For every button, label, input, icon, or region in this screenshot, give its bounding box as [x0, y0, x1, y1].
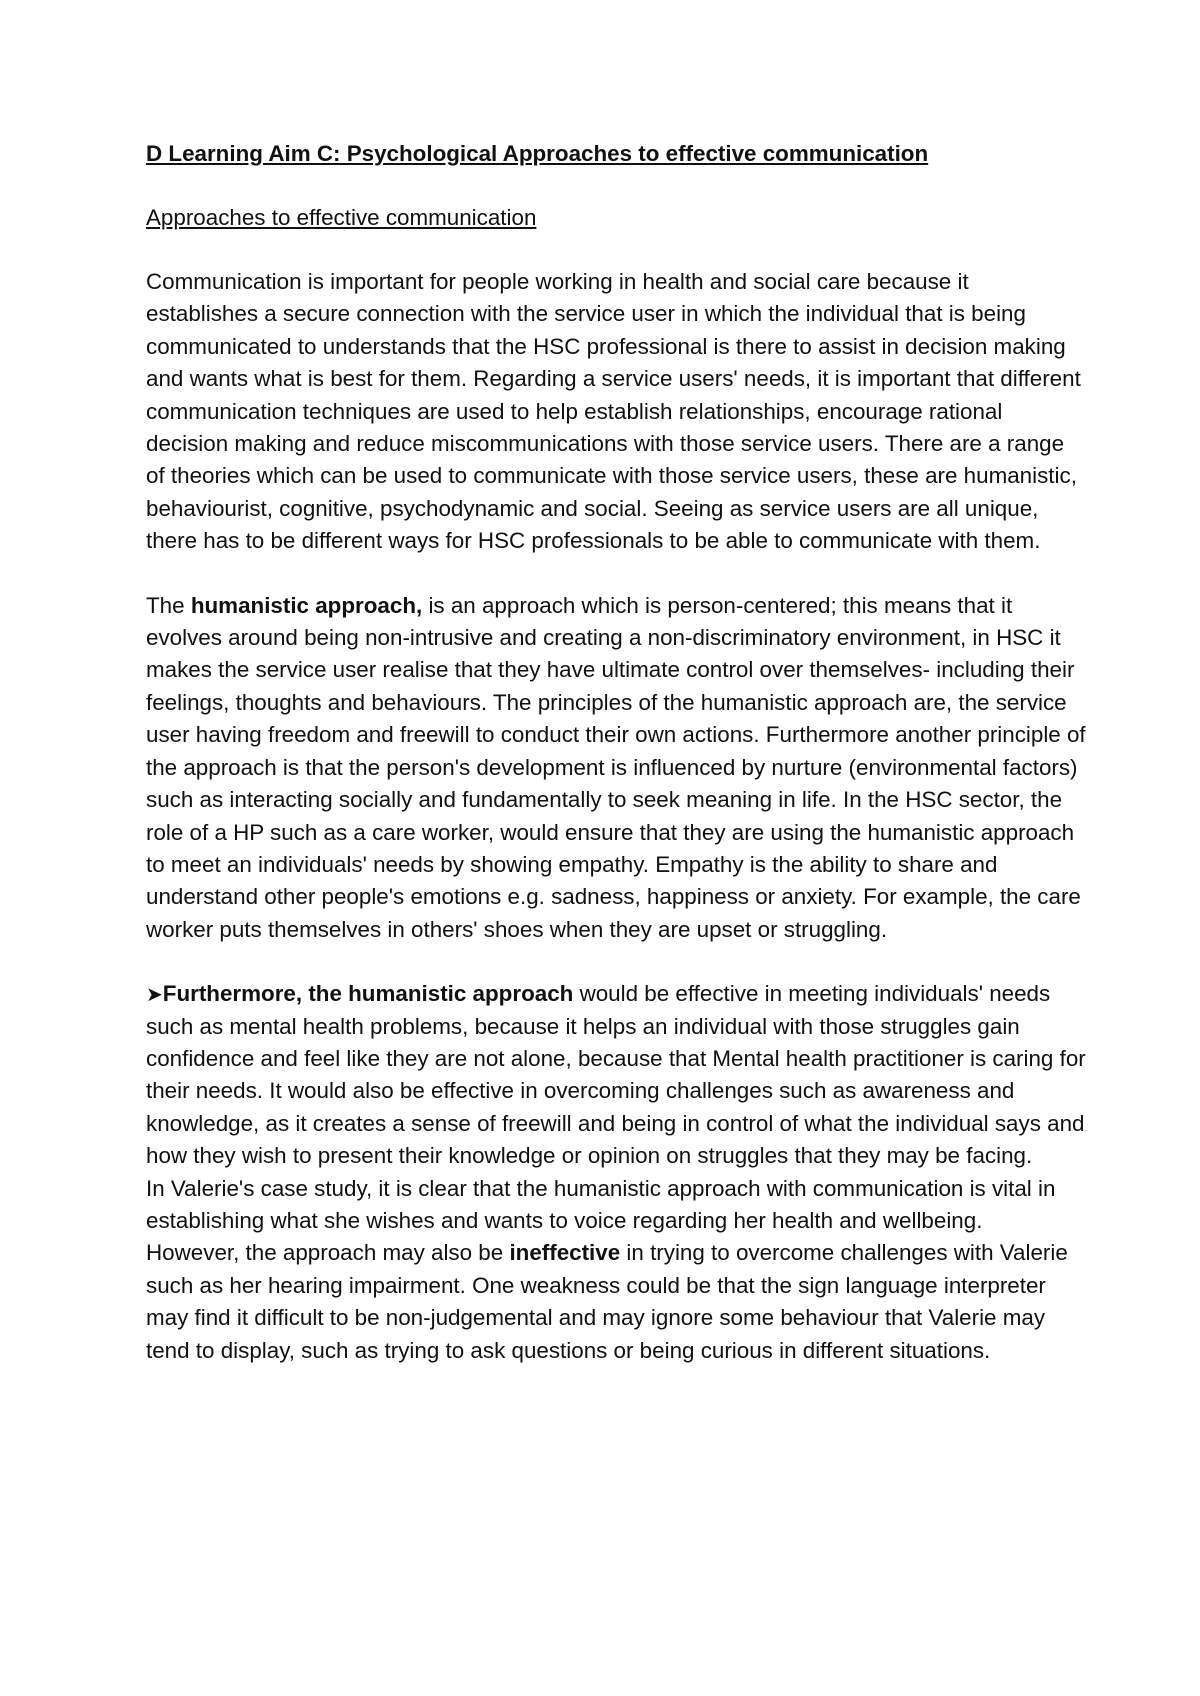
ineffective-rest: in trying to overcome challenges with Valerie such as her hearing impairment. One weakness could be that the sign language interpreter may find it difficult to be non-judgemental and may ignore some behaviour that Valerie may tend to display, such as trying to ask questions or being curious in different situations. — [146, 1240, 1068, 1363]
ineffective-lead: However, the approach may also be — [146, 1240, 510, 1266]
intro-paragraph: Communication is important for people working in health and social care because it establishes a secure connection with the service user in which the individual that is being communicated to understands that the HSC professional is there to assist in decision making and wants what is best for them. Regarding a service users' needs, it is important that different communication techniques are used to help establish relationships, encourage rational decision making and reduce miscommunications with those service users. There are a range of theories which can be used to communicate with those service users, these are humanistic, behaviourist, cognitive, psychodynamic and social. Seeing as service users are all unique, there has to be different ways for HSC professionals to be able to communicate with them. — [146, 269, 1081, 554]
humanistic-rest: is an approach which is person-centered; this means that it evolves around being non-intrusive and creating a non-discriminatory environment, in HSC it makes the service user realise that they have ultimate control over themselves- including their feelings, thoughts and behaviours. The principles of the humanistic approach are, the service user having freedom and freewill to conduct their own actions. Furthermore another principle of the approach is that the person's development is influenced by nurture (environmental factors) such as interacting socially and fundamentally to seek meaning in life. In the HSC sector, the role of a HP such as a care worker, would ensure that they are using the humanistic approach to meet an individuals' needs by showing empathy. Empathy is the ability to share and understand other people's emotions e.g. sadness, happiness or anxiety. For example, the care worker puts themselves in others' shoes when they are upset or struggling. — [146, 592, 1086, 942]
humanistic-bold-term: humanistic approach, — [190, 592, 423, 618]
arrow-bullet-icon: ➤ — [146, 982, 163, 1007]
humanistic-lead: The — [146, 592, 191, 618]
ineffective-bold-term: ineffective — [509, 1240, 621, 1266]
effective-bold-term: Furthermore, the humanistic approach — [162, 981, 574, 1007]
section-subtitle: Approaches to effective communication — [146, 205, 537, 230]
effective-rest: would be effective in meeting individuals' needs such as mental health problems, because it helps an individual with those struggles gain confidence and feel like they are not alone, because that Mental health practitioner is caring for their needs. It would also be effective in overcoming challenges such as awareness and knowledge, as it creates a sense of freewill and being in control of what the individual says and how they wish to present their knowledge or opinion on struggles that they may be facing. — [146, 981, 1086, 1169]
case-study-paragraph: In Valerie's case study, it is clear that the humanistic approach with communication is vital in establishing what she wishes and wants to voice regarding her health and wellbeing. — [146, 1175, 1056, 1233]
effective-paragraph — [146, 978, 1086, 1172]
document-page — [146, 138, 1086, 1367]
ineffective-paragraph — [146, 1237, 1086, 1367]
document-title: D Learning Aim C: Psychological Approaches to effective communication — [146, 141, 929, 166]
humanistic-paragraph — [146, 590, 1086, 946]
